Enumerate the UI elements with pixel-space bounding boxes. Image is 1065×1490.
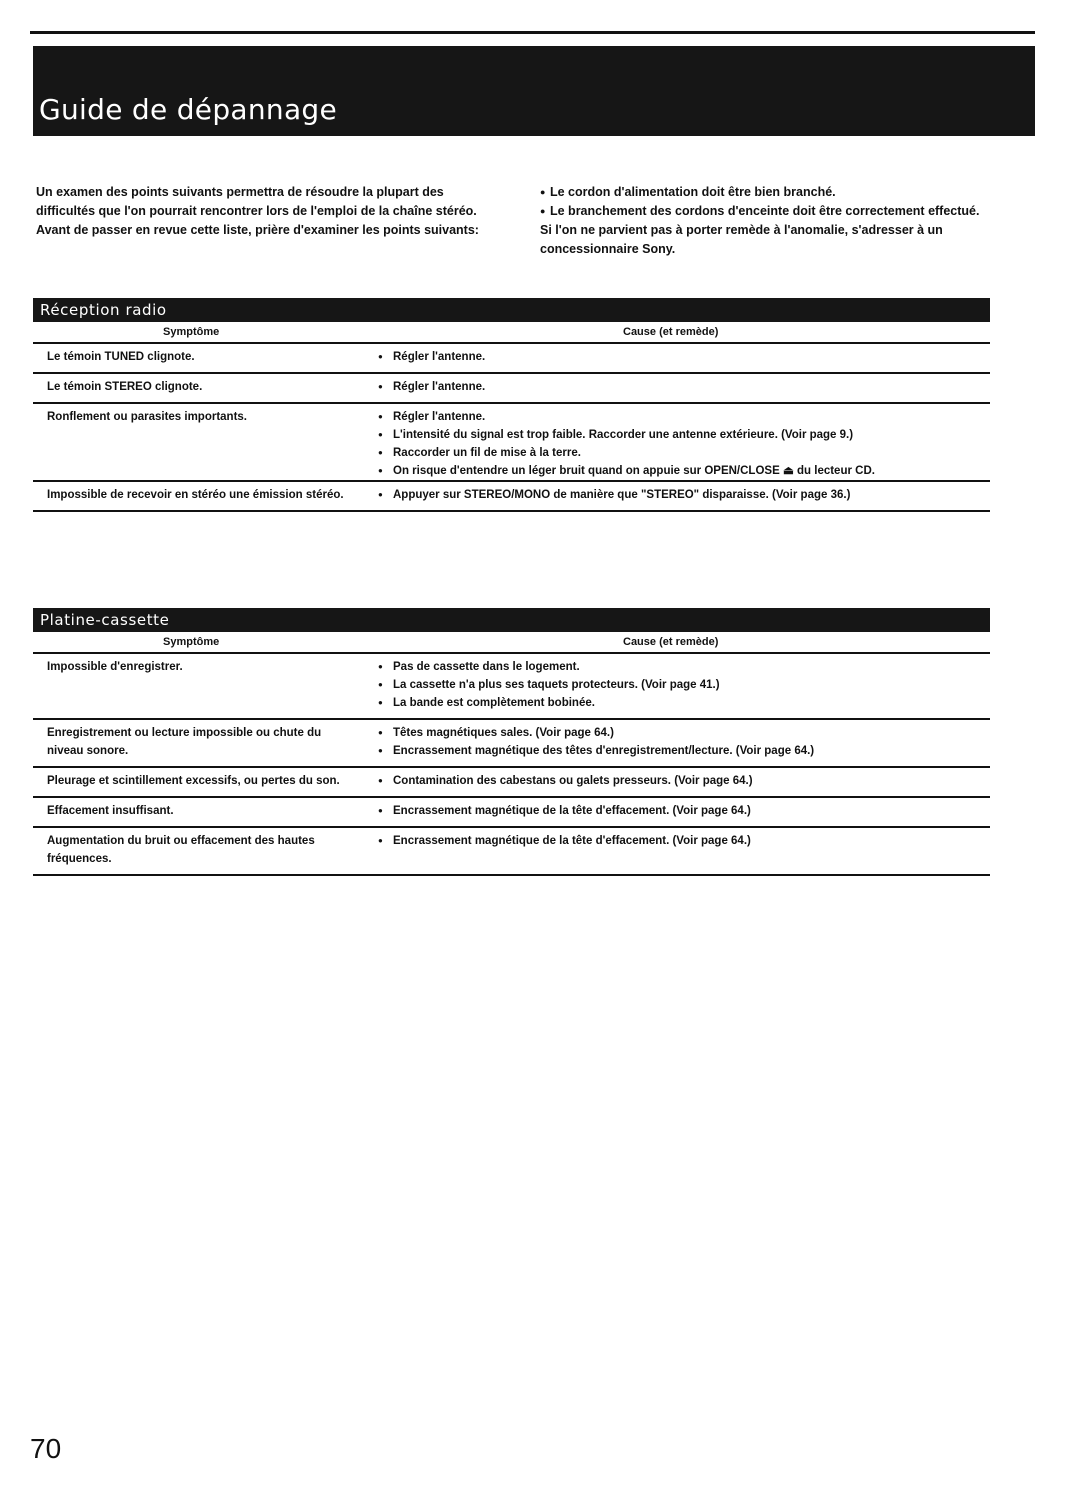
section-cassette-deck bbox=[33, 608, 990, 876]
table-row bbox=[33, 480, 990, 512]
page-title: Guide de dépannage bbox=[39, 93, 338, 126]
checklist-item: ● Le branchement des cordons d'enceinte doit être correctement effectué. bbox=[540, 202, 1000, 221]
cause-item: ● Régler l'antenne. bbox=[378, 348, 998, 366]
symptom-column-header: Symptôme bbox=[163, 326, 220, 338]
cause-cell bbox=[378, 408, 998, 480]
cause-item: ● Encrassement magnétique de la tête d'effacement. (Voir page 64.) bbox=[378, 832, 998, 850]
cause-item: ● Encrassement magnétique de la tête d'effacement. (Voir page 64.) bbox=[378, 802, 998, 820]
page-number: 70 bbox=[30, 1433, 62, 1464]
symptom-cell: Le témoin TUNED clignote. bbox=[47, 351, 195, 363]
cause-item: ● Appuyer sur STEREO/MONO de manière que "STEREO" disparaisse. (Voir page 36.) bbox=[378, 486, 998, 504]
table-row bbox=[33, 372, 990, 402]
title-banner bbox=[33, 46, 1035, 136]
cause-cell bbox=[378, 378, 998, 396]
intro-paragraph: Un examen des points suivants permettra de résoudre la plupart des difficultés que l'on pourrait rencontrer lors de l'emploi de la chaîne stéréo. Avant de passer en revue cette liste, prière d'examiner les points suivants: bbox=[36, 185, 479, 237]
cause-cell bbox=[378, 832, 998, 850]
cause-item: ● La bande est complètement bobinée. bbox=[378, 694, 998, 712]
cause-item: ● La cassette n'a plus ses taquets protecteurs. (Voir page 41.) bbox=[378, 676, 998, 694]
cause-item: ● On risque d'entendre un léger bruit quand on appuie sur OPEN/CLOSE ⏏ du lecteur CD. bbox=[378, 462, 998, 480]
table-row bbox=[33, 796, 990, 826]
cause-item: ● Contamination des cabestans ou galets presseurs. (Voir page 64.) bbox=[378, 772, 998, 790]
table-row bbox=[33, 342, 990, 372]
table-row bbox=[33, 718, 990, 766]
symptom-cell: Impossible d'enregistrer. bbox=[47, 661, 183, 673]
symptom-cell: Enregistrement ou lecture impossible ou chute du niveau sonore. bbox=[47, 727, 322, 757]
cause-item: ● Encrassement magnétique des têtes d'enregistrement/lecture. (Voir page 64.) bbox=[378, 742, 998, 760]
cause-item: ● Raccorder un fil de mise à la terre. bbox=[378, 444, 998, 462]
table-header bbox=[33, 322, 990, 342]
cause-item: ● Têtes magnétiques sales. (Voir page 64.) bbox=[378, 724, 998, 742]
cause-cell bbox=[378, 486, 998, 504]
cause-item: ● L'intensité du signal est trop faible. Raccorder une antenne extérieure. (Voir page 9.) bbox=[378, 426, 998, 444]
cause-item: ● Régler l'antenne. bbox=[378, 378, 998, 396]
section-title: Platine-cassette bbox=[40, 611, 170, 629]
cause-column-header: Cause (et remède) bbox=[623, 326, 719, 338]
cause-item: ● Pas de cassette dans le logement. bbox=[378, 658, 998, 676]
table-row bbox=[33, 402, 990, 480]
cause-cell bbox=[378, 348, 998, 366]
top-rule bbox=[30, 31, 1035, 34]
symptom-cell: Pleurage et scintillement excessifs, ou pertes du son. bbox=[47, 775, 340, 787]
intro-checklist bbox=[540, 183, 1000, 259]
checklist-item: ● Le cordon d'alimentation doit être bien branché. bbox=[540, 183, 1000, 202]
symptom-cell: Impossible de recevoir en stéréo une émission stéréo. bbox=[47, 489, 344, 501]
table-row bbox=[33, 766, 990, 796]
symptom-cell: Ronflement ou parasites importants. bbox=[47, 411, 248, 423]
table-row bbox=[33, 826, 990, 876]
section-title-bar bbox=[33, 298, 990, 322]
cause-item: ● Régler l'antenne. bbox=[378, 408, 998, 426]
cause-cell bbox=[378, 724, 998, 760]
dealer-note: Si l'on ne parvient pas à porter remède à l'anomalie, s'adresser à un concessionnaire Sony. bbox=[540, 223, 943, 256]
cause-cell bbox=[378, 802, 998, 820]
cause-cell bbox=[378, 658, 998, 712]
section-radio-reception bbox=[33, 298, 990, 512]
symptom-column-header: Symptôme bbox=[163, 636, 220, 648]
table-row bbox=[33, 652, 990, 718]
table-header bbox=[33, 632, 990, 652]
symptom-cell: Le témoin STEREO clignote. bbox=[47, 381, 203, 393]
section-title-bar bbox=[33, 608, 990, 632]
cause-cell bbox=[378, 772, 998, 790]
cause-column-header: Cause (et remède) bbox=[623, 636, 719, 648]
section-title: Réception radio bbox=[40, 301, 167, 319]
symptom-cell: Effacement insuffisant. bbox=[47, 805, 174, 817]
symptom-cell: Augmentation du bruit ou effacement des hautes fréquences. bbox=[47, 835, 315, 865]
